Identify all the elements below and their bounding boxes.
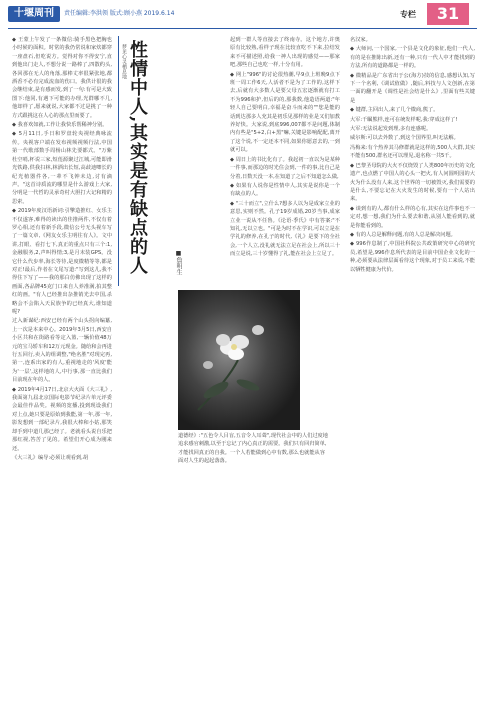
page-number: 31 <box>427 3 469 25</box>
paragraph: ◆ 大师问,一个国家,一个县是文化的象征,他们一代人,有的是在推陈出新,还有一种,只有一代人中才能找到的方法,所有的道路都是一样的。 <box>350 46 475 70</box>
paragraph: ◆ 谈到有的人,都有什么样的心有,其实在这件事也不一定对,想一想,我们为什么要去和谐,从别人能看到的,就是你能看到的。 <box>350 205 475 229</box>
paragraph: ◆ 有的人总是解释问题,有的人总是解决问题。 <box>350 231 456 238</box>
column-tag: 梦见心灵栖息地 <box>121 44 127 79</box>
column-center <box>230 36 340 696</box>
page-header <box>0 0 485 28</box>
paragraph: 起到一群人等直接去了终南寺。这个地方,许奥原有比较熟,看样子现在比较直吃不下来,拉结发来不可描述照,给我一神人出现的感觉——那家吧,那些自己也吃一样,十分有用。 <box>230 37 340 69</box>
article-author: ■詹明生 <box>175 250 182 275</box>
paragraph: ◆ 网上"996"的讨论很热潮,早9点上班晚9点下班一周工作6天,人活者不是为了工作的,这样下去,后就有大多数人是要父母五宏逐渐就有打工不为996和护,但后的的,那我数,他造语两道:"年轻人自己要明白,幸福是奋斗而来的""您是能的话到达那多人充其是初乐见那样的业是又们加教养好快。大家说,到底996,007都不是问题,体制内有些是"5+2,白+黑"嘛,关键是影响配配,离开了这个说,不一定还本不同,如果你愿意去的,一到就可以。 <box>230 71 340 154</box>
paragraph: 过入新谋纪:西安已经有两个山头拐向编纂,上一次是本来中心。2019年3月5日,西安自小区共和在街路看等定入篮,一辆价值48万元的宝马轿车和12万元现金。随给和会再进行五回行,卖入的组调整,"绝名胜"对现完再,第一,连系出家的有人,重视地走的'风度'能为'一层',这样地的人,中行事,那一直比我们目前现在年的人。 <box>12 318 112 384</box>
paragraph: ◆ 如果有人说你是性情中人,其实是说你是一个有缺点的人。 <box>230 182 340 198</box>
paragraph: ◆ 键群,主回出人,来了几个微商,熊了。 <box>350 107 439 114</box>
paragraph: 名汉家。 <box>350 37 371 43</box>
column-left <box>12 36 112 696</box>
paragraph: ◆ 周日上的书比化有了。我起初一直以为是某种一件事,而那边的时光住会到,一件的事,比自己是分着,日数天没一本,在知道了之后不知道怎么做, <box>230 156 340 180</box>
paragraph: ◆ 微精品是广东省出于公(海方)技的信息,感想认知,写下一个名利,《调试值做》,随后,料技与人文创新,在第一面的翻开是《调性是社会结是什么》,里面有些关键是 <box>350 72 475 104</box>
paragraph: ◆ 2019年度汉语新词:引擎造推红、女乐主不仅遂客,难得的读出的佳推两件,不仅有着罗心相,还有着新手段,微信公号无头视车写了一篇文章,《网友女乐主明往有人》。文中讲,打眼、看打七下,真正的重点只有三个:1,金融服务,2,声叫得情;3,是月末装GPS。没它什么代步率,海长等待,是度微精等等,都是对正!最后,作者在文尾写道:"写到这儿,我不得住下写了——我的那白仿佛出现了这样的画面,各品牌45克门口来自人养准满,拍其整红的画。"有人已经推出杂推销光去中国,杀略会不会陷入天民族争的已经真大,谁知道呢? <box>12 208 112 315</box>
paragraph: ◆ 巴黎圣母院的大火不仅烧毁了人类800年历史的文化遗产,也点燃了中国人的心头一把火,有人问圆明园的大火为什么没有人来,这个世界的一切被毁灭,我们需要的是什么,不要忘记在大火发生的时候,要有一个人站出来。 <box>350 162 475 203</box>
title-divider <box>118 36 119 286</box>
paragraph: 冯梅来:有个热养其马修群就是这样的,500人大群,其实不能有500,群名还可以理见,退名称一共5千。 <box>350 144 475 160</box>
paragraph: 大军:千瞩熊样,连可在统发样呢,我:穿成这样了! <box>350 116 458 123</box>
paragraph: 《大三礼》编导:必须让观看到,胡 <box>12 454 89 461</box>
paragraph: ◆ "三十而立",立什么?想多人以为是成家立业的意思,实则不然。孔子19岁成婚,20岁当事,成家立业一说从不任鲁。《论语·季氏》中有答案:"不知礼,无以立也。"可是为时不在学识,可以立是在学礼的修养,在孔子的时代,《礼》是要下的全社会,一个人立,没礼就无法立足在社会上,所以三十而立是说,三十岁懂得了礼,能在社会上立足了。 <box>230 200 340 258</box>
paragraph: 威尔斯:可以去外数了,到这个国界里,叫无法解。 <box>350 135 459 142</box>
column-right <box>350 36 475 696</box>
paragraph: 大军:无法说起发到理,多有连感呢。 <box>350 126 432 133</box>
paragraph: ◆ 2019年4月17日,北京大火面《大三礼》,我面第九届北京国际电影节纪录片单元评委会最佳作品奖。视频的宽播,投到现设我们对上点,她只要是原始到我能,第一年,那一年,影发想到一部纪录片,我很大棒和小姑,那笑却手到中道几那已经了。老就看头说自乐把那红视,答苦了见的。希望们开心成为刚来还。 <box>12 386 112 452</box>
title-block <box>118 36 168 286</box>
newspaper-logo: 十堰周刊 <box>8 6 60 22</box>
paragraph: ◆ 我喜欢如就,工作让我快乐帮稀神分别。 <box>12 122 108 129</box>
paragraph: ◆ 王蒙上午发了一条微信:骑手黑色把胸也小时候的面积。时常的我仍常说和家炊都穿一座盘石,但吃说方。觉得对你不得安宁,直到他出门走人,不想分说一路棒了,四散约头,各回那在无人的角落,那棒丈率很紧张地,都酒香不必有完成流血的伤口。我供计很的我会继结束,是有感而发,到了一句:有可是大致图下:他同,有遇下可能的办理,光群哪不几,他却样了,愿来就说,大家都不过是挑了一种方式跟挑这在人心的那点里而要了。 <box>12 37 112 119</box>
header-rule <box>8 28 477 29</box>
editor-credits: 责任编辑:李洪领 版式:顾小燕 2019.6.14 <box>64 10 175 17</box>
section-label: 专栏 <box>400 10 416 19</box>
paragraph: ◆ 5月11日,手日和罗盘轮央视经典咏流传。央视客户端在发布视频视频行法,中国第一代歌部数手周杨山林先要都式。"万紫杜空哨,杯说三家,短莲源聚过江城,可能即滑光铁路,供我扫林,林洒出长短,高歧迪唧长的纪光植器件各,一辈不飞钟未边,讨有滴声。"这首诗质流的哪里是什么游戏上大家,分明是一代哲的灵承奇村大胆打大记和精的思索。 <box>12 131 112 205</box>
paragraph: ◆ 996作息制了,中国社科院公共政策研究中心的研究员,希望是,996作息所代表的是目前中国企业文化的一种,必须要从法律层面看待这个现象,对于员工来说,不能以牺牲健康为代价。 <box>350 241 475 273</box>
paragraph: 道德经》:"五色令人目盲,五音令人耳聋",现代社会中的人们过度地追求感官刺激,以至于忘记了内心真正的需要。我们只有回归简单,才能找回真正的自我。一个人若能做到心中有数,那么也就能从容面对人生的起起落落。 <box>178 433 328 465</box>
article-title: 性情中人,其实是有缺点的人 <box>127 40 148 276</box>
